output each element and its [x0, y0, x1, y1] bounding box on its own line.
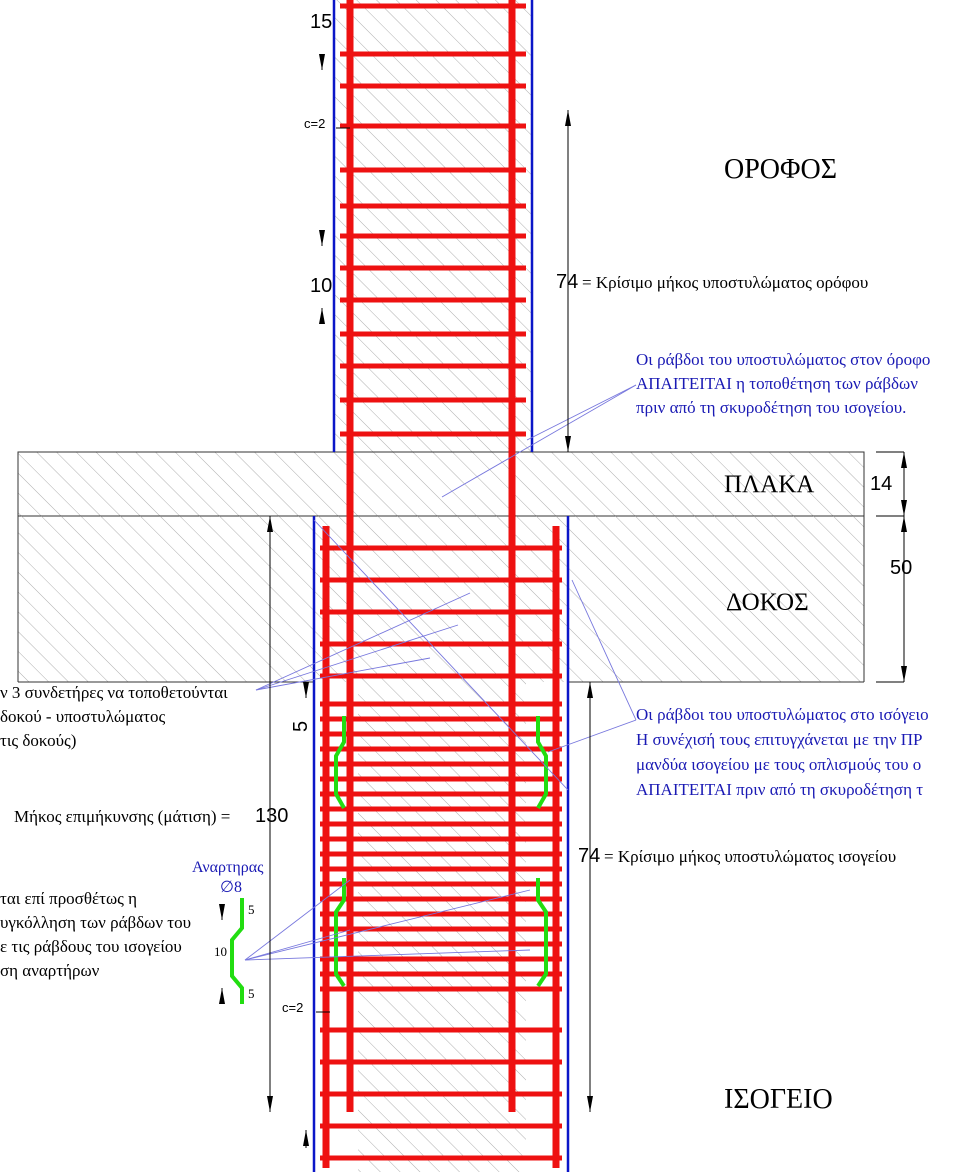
- hanger-diameter: ∅8: [220, 879, 242, 896]
- dim-lower-critical-arrow-bottom: [587, 1096, 593, 1112]
- beam-title: ΔΟΚΟΣ: [726, 589, 809, 616]
- dim-beam-depth-arrow-bottom: [901, 666, 907, 682]
- lower-note-line-4: ΑΠΑΙΤΕΙΤΑΙ πριν από τη σκυροδέτηση τ: [636, 780, 924, 799]
- dim-tick-arrow-4: [303, 682, 309, 698]
- upper-note: [636, 350, 930, 417]
- dim-tick-arrow-5: [303, 1130, 309, 1146]
- upper-note-line-1: Οι ράβδοι του υποστυλώματος στον όροφο: [636, 350, 931, 369]
- beam-concrete-right: [568, 516, 864, 682]
- dim-tick-arrow-1: [319, 54, 325, 70]
- slab-title: ΠΛΑΚΑ: [724, 471, 815, 498]
- dim-spacing-5: 5: [290, 720, 312, 732]
- dim-lower-critical-arrow-top: [587, 682, 593, 698]
- dim-slab-thickness-arrow-bottom: [901, 500, 907, 516]
- upper-note-line-2: ΑΠΑΙΤΕΙΤΑΙ η τοποθέτηση των ράβδων: [636, 374, 918, 393]
- floor-title: ΟΡΟΦΟΣ: [724, 154, 837, 185]
- upper-note-line-3: πριν από τη σκυροδέτηση του ισογείου.: [636, 398, 907, 417]
- dim-top-15: 15: [310, 11, 333, 33]
- dim-lap-length-arrow-bottom: [267, 1096, 273, 1112]
- dim-crit-upper-value: 74: [556, 271, 579, 293]
- dim-lap-text: Μήκος επιμήκυνσης (μάτιση) =: [14, 807, 231, 826]
- leader-upper-2: [527, 385, 636, 440]
- weld-note-line-3: ε τις ράβδους του ισογείου: [0, 937, 182, 956]
- dim-upper-critical-arrow-bottom: [565, 436, 571, 452]
- dim-tick-arrow-2: [319, 230, 325, 246]
- dim-crit-lower-text: = Κρίσιμο μήκος υποστυλώματος ισογείου: [604, 847, 897, 866]
- dim-upper-critical-arrow-top: [565, 110, 571, 126]
- dim-cover-bottom: c=2: [282, 1000, 304, 1015]
- hanger-right-lower: [538, 878, 546, 986]
- dim-beam-depth-arrow-top: [901, 516, 907, 532]
- dim-crit-lower-value: 74: [578, 845, 601, 867]
- dim-beam-50: 50: [890, 557, 913, 579]
- stirrup-note: [0, 683, 228, 750]
- lower-note-line-3: μανδύα ισογείου με τους οπλισμούς του ο: [636, 755, 922, 774]
- hanger-title: Αναρτηρας: [192, 859, 264, 876]
- weld-note-line-4: ση αναρτήρων: [0, 961, 100, 980]
- weld-note-line-1: ται επί προσθέτως η: [0, 889, 138, 908]
- weld-note-line-2: υγκόλληση των ράβδων του: [0, 913, 192, 932]
- dim-tick-arrow-7: [219, 988, 225, 1004]
- dim-tick-arrow-6: [219, 904, 225, 920]
- dim-hanger-10: 10: [214, 944, 227, 959]
- upper-column-concrete: [334, 0, 532, 452]
- ground-title: ΙΣΟΓΕΙΟ: [724, 1084, 833, 1115]
- stirrup-note-line-2: δοκού - υποστυλώματος: [0, 707, 166, 726]
- dim-tick-arrow-3: [319, 308, 325, 324]
- dim-crit-upper-text: = Κρίσιμο μήκος υποστυλώματος ορόφου: [582, 273, 869, 292]
- lower-note: [636, 705, 929, 799]
- lower-note-line-1: Οι ράβδοι του υποστυλώματος στο ισόγειο: [636, 705, 929, 724]
- dim-spacing-10: 10: [310, 275, 333, 297]
- dim-lap-value: 130: [255, 805, 289, 827]
- dim-hanger-5b: 5: [248, 986, 255, 1001]
- stirrup-note-line-1: ν 3 συνδετήρες να τοποθετούνται: [0, 683, 228, 702]
- weld-note: [0, 889, 191, 980]
- lower-note-line-2: Η συνέχισή τους επιτυγχάνεται με την ΠΡ: [636, 730, 923, 749]
- dim-cover-top: c=2: [304, 116, 326, 131]
- hanger-legend-symbol: [232, 898, 242, 1004]
- dim-slab-thickness-arrow-top: [901, 452, 907, 468]
- dim-slab-14: 14: [870, 473, 893, 495]
- stirrup-note-line-3: τις δοκούς): [0, 731, 77, 750]
- dim-hanger-5a: 5: [248, 902, 255, 917]
